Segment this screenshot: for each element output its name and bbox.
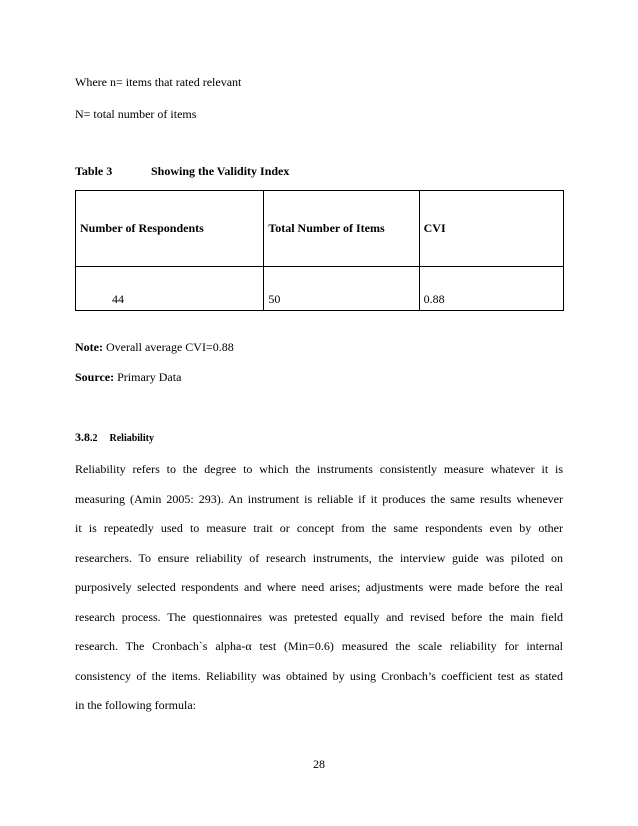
paragraph-line: consistency of the items. Reliability was obtained by using Cronbach’s coefficient test as stated: [75, 668, 563, 683]
section-heading: [75, 430, 154, 445]
paragraph-line: research process. The questionnaires was pretested equally and revised before the main field: [75, 609, 563, 624]
paragraph-line: researchers. To ensure reliability of research instruments, the interview guide was piloted on: [75, 550, 563, 565]
cell-cvi: 0.88: [419, 267, 563, 311]
note-text: Overall average CVI=0.88: [102, 340, 234, 354]
table-row: [76, 267, 564, 311]
table-caption: [75, 164, 289, 179]
table-note: [75, 340, 234, 355]
cell-total-items: 50: [264, 267, 419, 311]
validity-table: [75, 190, 564, 311]
table-title: Showing the Validity Index: [151, 164, 290, 178]
section-subnumber: .2: [90, 433, 98, 444]
header-total-items: Total Number of Items: [264, 191, 419, 267]
paragraph-line: it is repeatedly used to measure trait or concept from the same respondents even by other: [75, 521, 563, 535]
source-label: Source:: [75, 370, 115, 384]
reliability-paragraph: [75, 455, 563, 721]
header-cvi: CVI: [419, 191, 563, 267]
paragraph-line: in the following formula:: [75, 698, 196, 712]
cell-respondents: 44: [76, 267, 264, 311]
paragraph-line: measuring (Amin 2005: 293). An instrument is reliable if it produces the same results whenever: [75, 491, 563, 506]
table-number: Table 3: [75, 164, 113, 178]
paragraph-line: research. The Cronbach`s alpha-α test (Min=0.6) measured the scale reliability for internal: [75, 639, 563, 653]
section-title: Reliability: [109, 433, 154, 444]
definition-n: Where n= items that rated relevant: [75, 75, 242, 89]
table-source: [75, 370, 181, 385]
definition-N: N= total number of items: [75, 107, 197, 121]
source-text: Primary Data: [114, 370, 182, 384]
paragraph-line: purposively selected respondents and where need arises; adjustments were made before the real: [75, 580, 563, 594]
header-respondents: Number of Respondents: [76, 191, 264, 267]
table-header-row: [76, 191, 564, 267]
page-number: 28: [313, 757, 325, 771]
note-label: Note:: [75, 340, 103, 354]
section-number: 3.8: [75, 430, 90, 444]
paragraph-line: Reliability refers to the degree to which the instruments consistently measure whatever it is: [75, 462, 563, 476]
